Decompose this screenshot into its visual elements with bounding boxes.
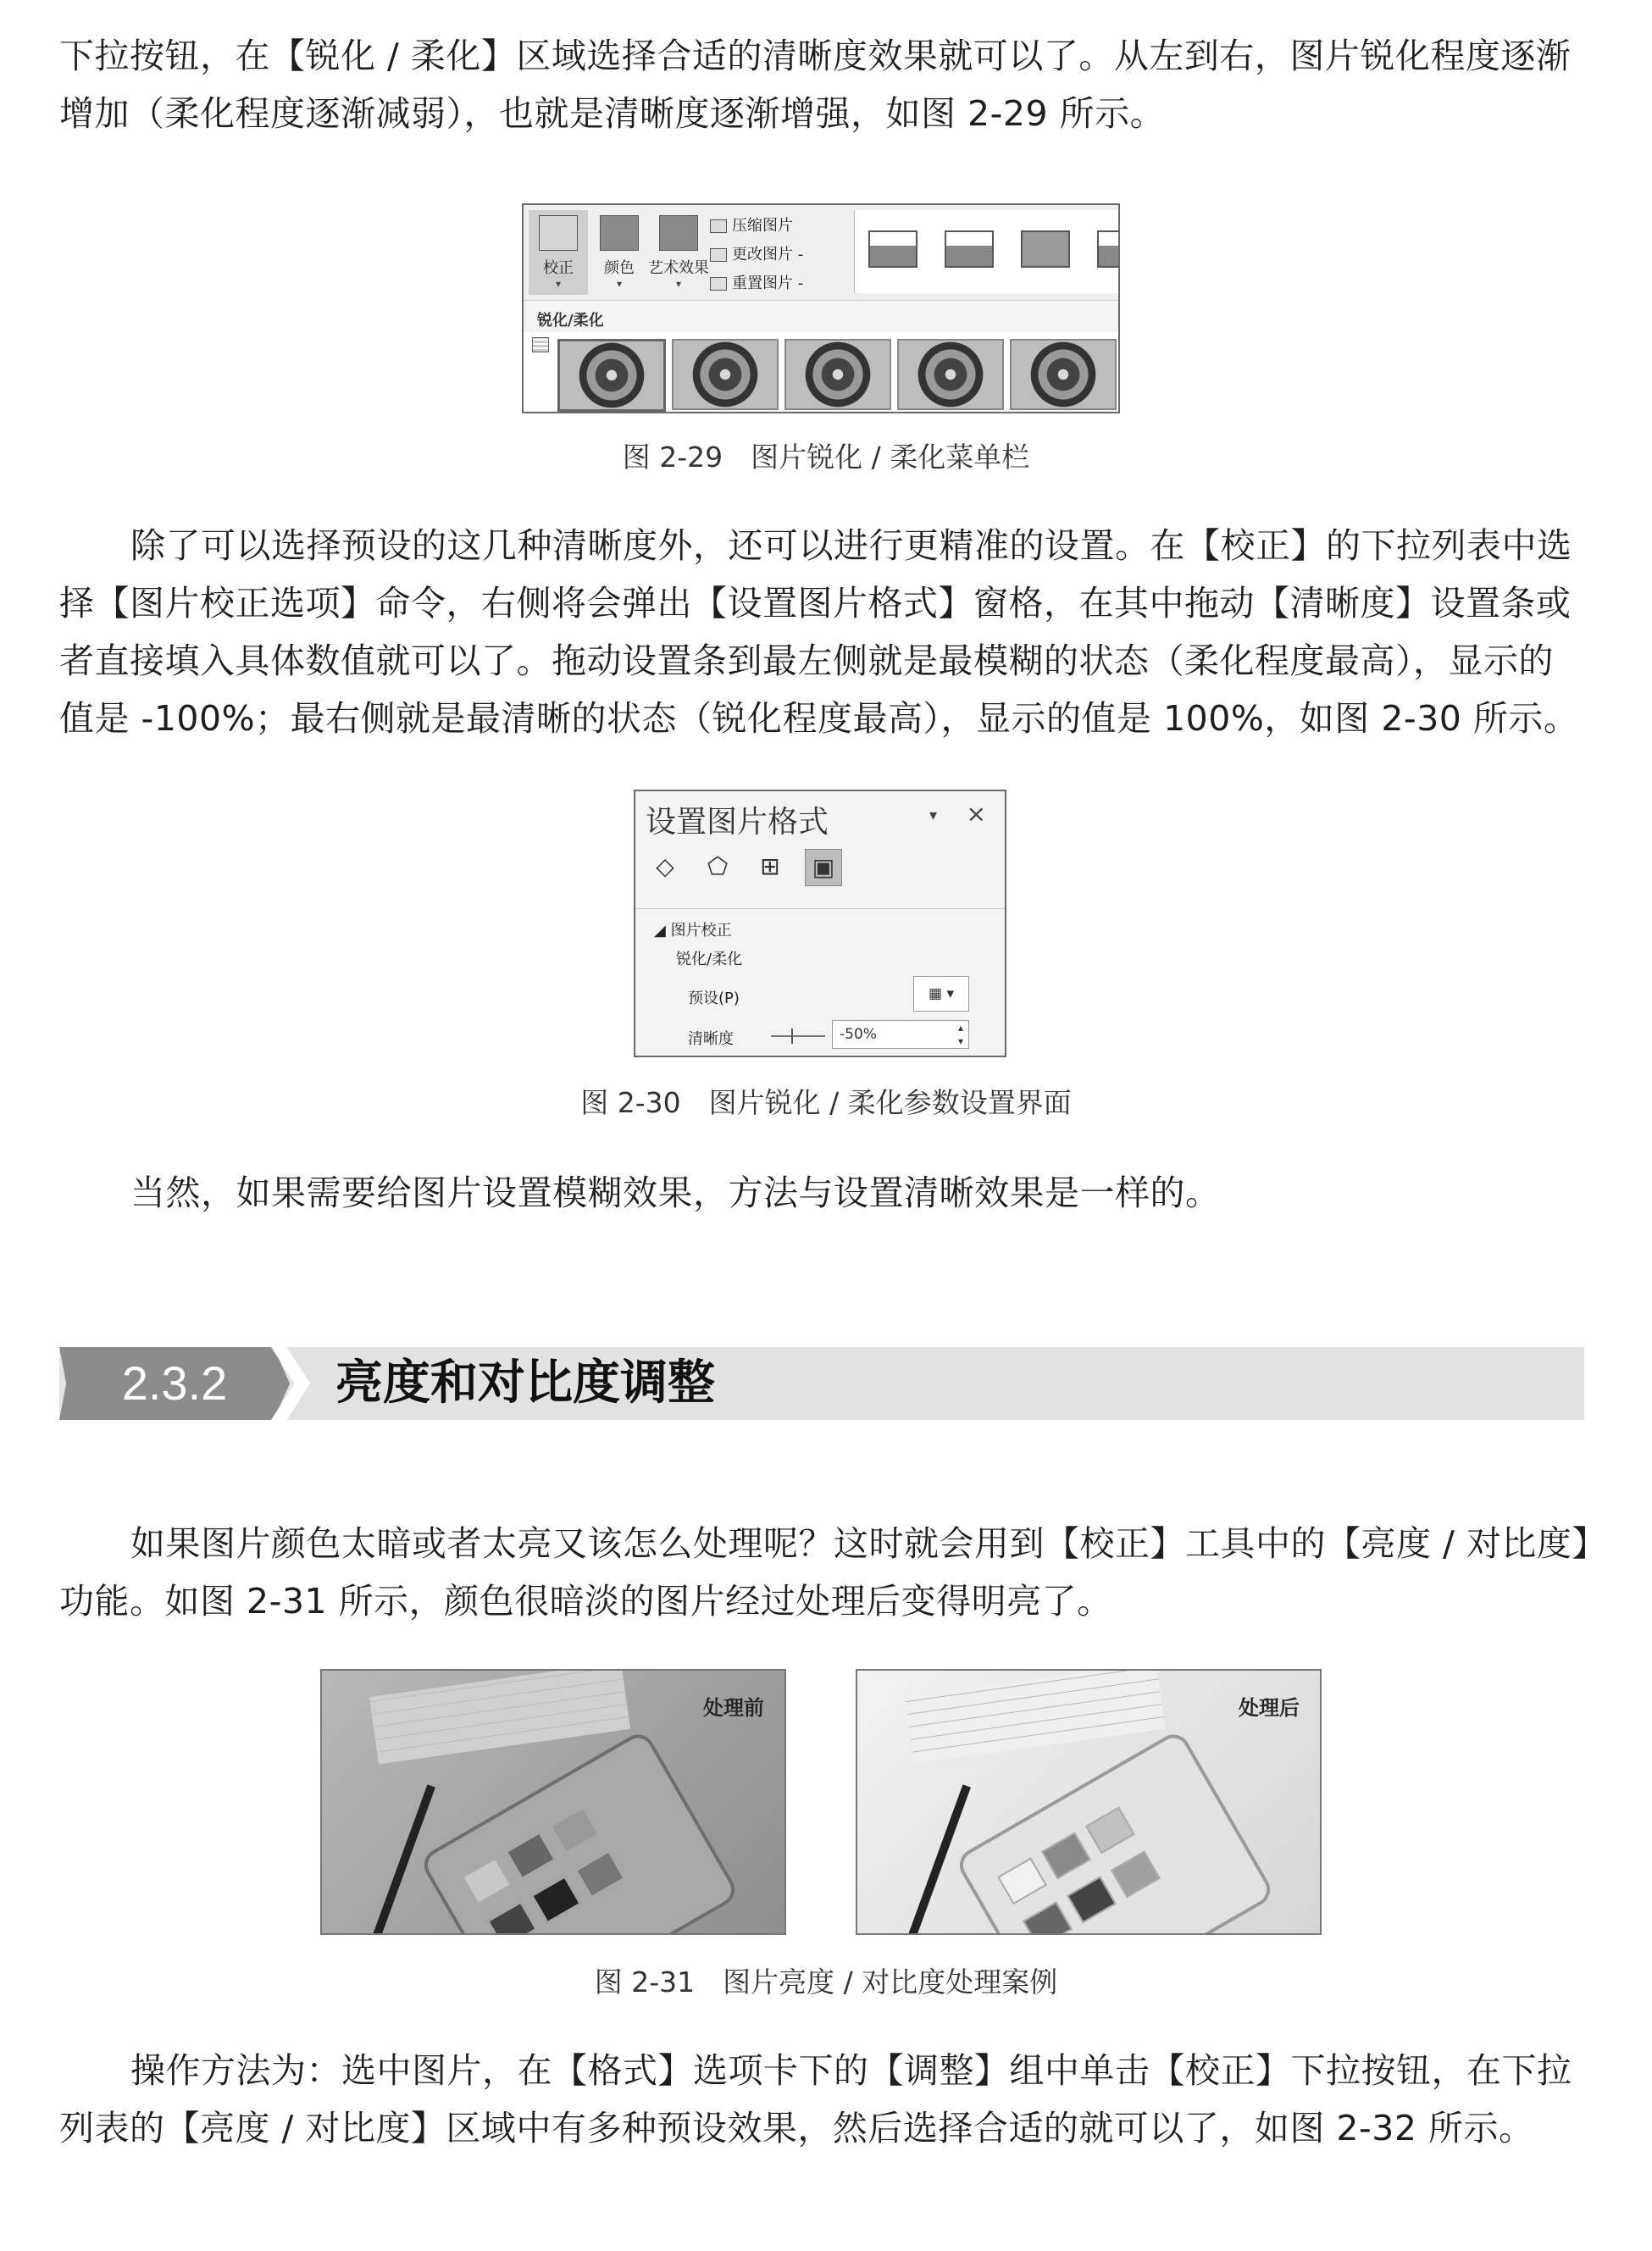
reset-picture-icon [710, 277, 727, 291]
grid-icon [532, 337, 549, 352]
paragraph-1 [59, 27, 1584, 142]
artistic-effects-icon [659, 215, 698, 251]
figure-caption: 图 2-29 图片锐化 / 柔化菜单栏 [622, 441, 1030, 474]
paint-well [550, 1806, 600, 1854]
after-label: 处理后 [1239, 1696, 1300, 1720]
fill-line-icon[interactable]: ◇ [656, 852, 674, 880]
paint-well [1041, 1832, 1091, 1879]
pane-title: 设置图片格式 [646, 805, 829, 840]
grid-icon: ▦ ▾ [929, 985, 954, 1002]
figure-2-30-format-pane [634, 790, 1006, 1057]
correction-button[interactable] [529, 210, 588, 295]
preset-thumbnail[interactable] [672, 339, 779, 410]
picture-icon[interactable]: ▣ [805, 849, 842, 886]
spinner-icon[interactable]: ▴ ▾ [957, 1022, 963, 1047]
figure-2-29-ribbon [522, 203, 1120, 413]
picture-styles-gallery [854, 210, 1118, 293]
text-line: 除了可以选择预设的这几种清晰度外，还可以进行更精准的设置。在【校正】的下拉列表中选 [130, 525, 1572, 566]
compress-icon [710, 219, 727, 233]
paint-well [1067, 1876, 1117, 1923]
paint-well [506, 1832, 556, 1879]
group-label: 图片校正 [670, 922, 732, 940]
preset-thumbnail[interactable] [784, 339, 891, 410]
paragraph-4 [59, 1515, 1607, 1630]
size-properties-icon[interactable]: ⊞ [760, 852, 780, 880]
picture-style-thumb[interactable] [868, 230, 917, 268]
before-label: 处理前 [703, 1696, 764, 1720]
preset-thumbnail[interactable] [557, 339, 666, 412]
sharpness-slider[interactable] [771, 1035, 825, 1037]
chevron-down-icon: ▾ [616, 278, 623, 290]
pane-options-icon[interactable]: ▾ [929, 807, 937, 824]
text-line: 下拉按钮，在【锐化 / 柔化】区域选择合适的清晰度效果就可以了。从左到右，图片锐化程度逐渐 [59, 36, 1572, 76]
sharpen-soften-label: 锐化/柔化 [537, 312, 604, 330]
correction-icon [539, 215, 578, 251]
effects-icon[interactable]: ⬠ [707, 852, 729, 880]
color-label: 颜色 [604, 259, 635, 277]
figure-caption: 图 2-30 图片锐化 / 柔化参数设置界面 [580, 1086, 1072, 1119]
picture-style-thumb[interactable] [1021, 230, 1070, 268]
paint-well [575, 1850, 625, 1898]
section-title: 亮度和对比度调整 [335, 1356, 715, 1411]
text-line: 择【图片校正选项】命令，右侧将会弹出【设置图片格式】窗格，在其中拖动【清晰度】设置条或 [59, 583, 1572, 624]
text-line: 值是 -100%；最右侧就是最清晰的状态（锐化程度最高），显示的值是 100%，如图 2-30 所示。 [59, 698, 1579, 739]
chevron-down-icon: ▾ [555, 278, 562, 290]
text-line: 功能。如图 2-31 所示，颜色很暗淡的图片经过处理后变得明亮了。 [59, 1581, 1112, 1622]
artistic-effects-label: 艺术效果 [648, 259, 709, 277]
paint-well [462, 1857, 512, 1904]
correction-label: 校正 [543, 259, 574, 277]
change-picture-icon [710, 248, 727, 262]
slider-handle[interactable] [791, 1028, 793, 1044]
before-photo [320, 1669, 786, 1935]
reset-picture-button[interactable] [710, 271, 803, 293]
paint-well [997, 1857, 1047, 1904]
section-number: 2.3.2 [121, 1356, 228, 1410]
paint-well [487, 1901, 537, 1935]
after-photo [856, 1669, 1322, 1935]
paint-well [531, 1876, 581, 1923]
text-line: 如果图片颜色太暗或者太亮又该怎么处理呢？这时就会用到【校正】工具中的【亮度 / 对比度】 [130, 1523, 1607, 1564]
paint-well [1111, 1850, 1161, 1898]
divider [635, 908, 1005, 909]
sharpen-soften-subheading: 锐化/柔化 [676, 951, 743, 968]
artistic-effects-button[interactable] [646, 210, 712, 295]
collapse-triangle-icon: ◢ [654, 922, 671, 940]
picture-correction-group[interactable] [654, 918, 732, 940]
ribbon-toolbar [524, 205, 1118, 301]
close-icon[interactable]: × [966, 800, 986, 828]
paragraph-2 [59, 517, 1584, 747]
preset-label: 预设(P) [688, 990, 740, 1007]
chevron-down-icon: ▾ [675, 278, 682, 290]
paint-well [1023, 1901, 1073, 1935]
picture-style-thumb[interactable] [945, 230, 994, 268]
text-line: 操作方法为：选中图片，在【格式】选项卡下的【调整】组中单击【校正】下拉按钮，在下拉 [130, 2050, 1572, 2091]
sharpness-label: 清晰度 [688, 1030, 734, 1048]
paint-well [1085, 1806, 1135, 1854]
change-picture-button[interactable] [710, 242, 803, 264]
sharpness-input[interactable] [832, 1020, 969, 1049]
preset-thumbnail[interactable] [1010, 339, 1117, 410]
text-line: 者直接填入具体数值就可以了。拖动设置条到最左侧就是最模糊的状态（柔化程度最高），显示的 [59, 640, 1554, 681]
figure-caption: 图 2-31 图片亮度 / 对比度处理案例 [594, 1965, 1058, 1999]
compress-label: 压缩图片 [732, 217, 793, 235]
sharpen-soften-presets [524, 332, 1118, 410]
sharpness-value: -50% [840, 1026, 877, 1043]
compress-pictures-button[interactable] [710, 213, 793, 236]
color-button[interactable] [590, 210, 649, 295]
change-picture-label: 更改图片 - [732, 246, 804, 263]
preset-thumbnail[interactable] [897, 339, 1004, 410]
picture-style-thumb[interactable] [1097, 230, 1120, 268]
paragraph-5 [59, 2042, 1584, 2157]
reset-picture-label: 重置图片 - [732, 274, 804, 292]
text-line: 增加（柔化程度逐渐减弱），也就是清晰度逐渐增强，如图 2-29 所示。 [59, 93, 1166, 134]
paragraph-3 [59, 1164, 1584, 1222]
text-line: 列表的【亮度 / 对比度】区域中有多种预设效果，然后选择合适的就可以了，如图 2-32 所示。 [59, 2108, 1534, 2148]
text-line: 当然，如果需要给图片设置模糊效果，方法与设置清晰效果是一样的。 [130, 1173, 1221, 1213]
color-icon [600, 215, 639, 251]
preset-dropdown[interactable] [913, 976, 969, 1012]
